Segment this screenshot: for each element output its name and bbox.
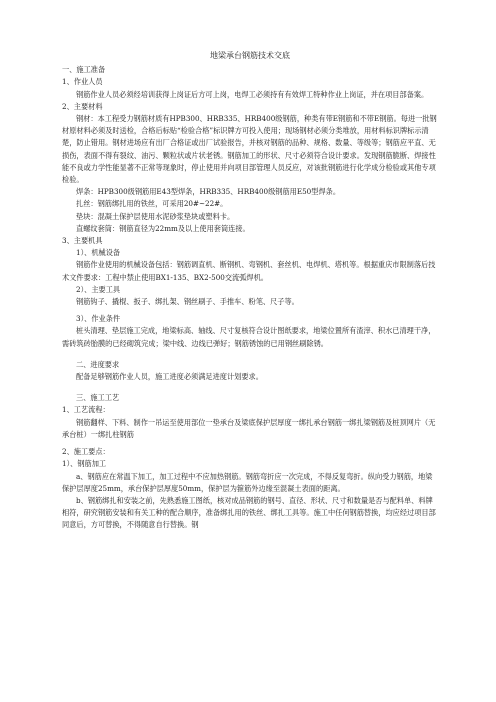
paragraph: 钢筋翻样、下料、制作一吊运至使用部位一垫承台及梁底保护层厚度一绑扎承台钢筋一绑扎梁钢筋及桩顶网片（无承台桩）一绑扎柱钢筋 (62, 417, 436, 439)
section-heading: 三、施工工艺 (76, 393, 120, 403)
paragraph: 焊条：HPB300级钢筋用E43型焊条，HRB335、HRB400级钢筋用E50型焊条。 (76, 187, 341, 197)
paragraph: a、钢筋应在常温下加工，加工过程中不应加热钢筋。钢筋弯折应一次完成，不得反复弯折。纵向受力钢筋，地梁保护层厚度25mm，承台保护层厚度50mm，保护层为箍筋外边缘至混凝土表面的距离。 (62, 471, 433, 493)
paragraph: 钢材：本工程受力钢筋材质有HPB300、HRB335、HRB400级钢筋，种类有带E钢筋和不带E钢筋。每进一批钢材原材料必须及时送检，合格后标贴“检验合格”标识牌方可投入使用；现场钢材必须分类堆放，用材料标识牌标示清楚，防止错用。钢材进场应有出厂合格证或出厂试验报告，并核对钢筋的品种、规格、数量、等级等；钢筋应平直、无损伤，表面不得有裂纹、油污、颗粒状或片状老锈。钢筋加工的形状、尺寸必须符合设计要求。发现钢筋脆断、焊接性能不良或力学性能显著不正常等现象时，停止使用并向项目部管理人员反应，对该批钢筋进行化学成分检验或其他专项检验。 (62, 114, 437, 185)
paragraph: 钢筋钩子、撬棍、扳子、绑扎架、钢丝刷子、手推车、粉笔、尺子等。 (76, 297, 299, 307)
subsection-heading: 2、施工要点： (62, 447, 110, 457)
item-heading: 3）、作业条件 (76, 314, 121, 324)
paragraph: b、钢筋绑扎和安装之前，先熟悉施工图纸，核对成品钢筋的钢号、直径、形状、尺寸和数量是否与配料单、料牌相符，研究钢筋安装和有关工种的配合顺序，准备绑扎用的铁丝、绑扎工具等。施工中任何钢筋替换，均应经过项目部同意后，方可替换，不得随意自行替换。钢 (62, 495, 436, 530)
section-heading: 一、施工准备 (62, 65, 106, 75)
document-body (62, 50, 438, 532)
paragraph: 钢筋作业使用的机械设备包括：钢筋调直机、断钢机、弯钢机、套丝机、电焊机、塔机等。根据重庆市限制落后技术文件要求：工程中禁止使用BX1-135、BX2-500交流弧焊机。 (62, 260, 436, 282)
item-heading: 1）、钢筋加工 (62, 459, 107, 469)
paragraph: 配备足够钢筋作业人员，施工进度必须满足进度计划要求。 (76, 372, 263, 382)
subsection-heading: 1、作业人员 (62, 77, 103, 87)
paragraph: 直螺纹套筒：钢筋直径为22mm及以上使用套筒连接。 (76, 223, 250, 233)
paragraph: 扎丝：钢筋绑扎用的铁丝，可采用20#~22#。 (76, 199, 228, 209)
subsection-heading: 3、主要机具 (62, 236, 103, 246)
item-heading: 1）、机械设备 (76, 248, 121, 258)
paragraph: 钢筋作业人员必须经培训获得上岗证后方可上岗，电焊工必须持有有效焊工特种作业上岗证，并在项目部备案。 (76, 89, 429, 99)
item-heading: 2）、主要工具 (76, 284, 121, 294)
paragraph: 桩头清理、垫层施工完成，地梁标高、轴线、尺寸复核符合设计图纸要求，地梁位置所有渣滓、积水已清理干净，需砖筑砖胎膜的已经砌筑完成；梁中线、边线已弹好；钢筋锈蚀的已用钢丝刷除锈。 (62, 326, 436, 348)
paragraph: 垫块：混凝土保护层使用水泥砂浆垫块或塑料卡。 (76, 211, 235, 221)
subsection-heading: 2、主要材料 (62, 101, 103, 111)
document-title: 地梁承台钢筋技术交底 (210, 51, 290, 60)
subsection-heading: 1、工艺流程： (62, 405, 110, 415)
section-heading: 二、进度要求 (76, 359, 120, 369)
